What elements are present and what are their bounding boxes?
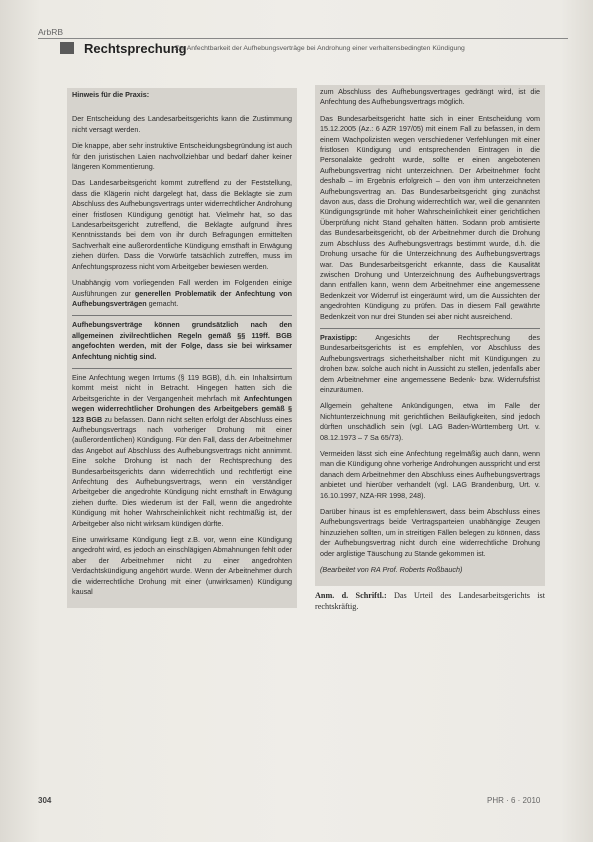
body-paragraph	[72, 373, 292, 529]
editor-note-label: Anm. d. Schriftl.:	[315, 591, 387, 601]
body-paragraph: Das Bundesarbeitsgericht hatte sich in einer Entscheidung vom 15.12.2005 (Az.: 6 AZR 197/05) mit einem Fall zu befassen, in dem einem Wachpolizisten wegen verschiedener Verfehlungen mit einer fristlosen Kündigung und entsprechenden Eintragen in die Personalakte gedroht wurde, sollte er einen angebotenen Aufhebungsvertrag nicht unterzeichnen. Der Arbeitnehmer focht deshalb – im Ergebnis erfolgreich – den von ihm unterzeichneten Aufhebungsvertrag an. Das Bundesarbeitsgericht ging zunächst davon aus, dass die Drohung widerrechtlich war, weil die genannten Kündigungsgründe mit hoher Wahrscheinlichkeit einer gerichtlichen Überprüfung nicht Stand gehalten hätten. Sodann prob amtisierte das Bundesarbeitsgericht, ob der Arbeitnehmer durch die Drohung zum Abschluss des Aufhebungsvertrags bestimmt wurde, d.h. die Drohung ursache für die Unterzeichnung des Aufhebungsvertrags war. Das Bundesarbeitsgericht erkannte, dass die Kausalität zwischen Drohung und Unterzeichnung des Aufhebungsvertrags dann entfallen kann, wenn dem Arbeitnehmer eine angemessene Bedenkzeit vor Widerruf ist eingeräumt wird, um die Aussichten der angedrohten Kündigung zu prüfen. Das in diesem Fall gewährte Bedenkzeit von nur drei Stunden sei aber nicht ausreichend.	[320, 113, 540, 321]
header-marker	[60, 42, 74, 54]
right-column	[315, 85, 545, 618]
issue-label: PHR · 6 · 2010	[487, 796, 541, 805]
text-span: Unabhängig vom vorliegenden Fall werden im Folgenden einige Ausführungen zur	[72, 278, 292, 298]
note-paragraph: Der Entscheidung des Landesarbeitsgerichts kann die Zustimmung nicht versagt werden.	[72, 114, 292, 134]
text-span: zu befassen. Dann nicht selten erfolgt der Abschluss eines Aufhebungsvertrags nach vorheriger Drohung mit einer (außerordentlichen) Kündigung. Für den Fall, dass der Arbeitnehmer das Angebot auf Abschluss des Aufhebungsvertrags nicht annimmt. Eine solche Drohung ist nach der Rechtsprechung des Bundesarbeitsgerichts dann widerrechtlich und rechtfertigt eine Anfechtung des Aufhebungsvertrags, wenn ein verständiger Arbeitgeber die angedrohte Kündigung nicht ernsthaft in Erwägung ziehen durfte. Dies wiederum ist der Fall, wenn die angedrohte Kündigung mit hoher Wahrscheinlichkeit nicht rechtmäßig ist, der Arbeitgeber also nicht wirksam kündigen dürfte.	[72, 414, 292, 528]
note-paragraph: Die knappe, aber sehr instruktive Entscheidungsbegründung ist auch für den juristischen Laien nachvollziehbar und bedarf daher keiner längeren Kommentierung.	[72, 141, 292, 172]
divider	[320, 328, 540, 329]
text-span: gemacht.	[146, 298, 179, 308]
note-paragraph	[72, 278, 292, 309]
left-column	[67, 88, 297, 608]
body-paragraph: Eine unwirksame Kündigung liegt z.B. vor, wenn eine Kündigung angedroht wird, es jedoch an einschlägigen Abmahnungen fehlt oder aber der Arbeitnehmer nicht zu einer angedrohten Verdachtskündigung angehört wurde. Wenn der Arbeitnehmer durch die widerrechtliche Drohung mit einer (unwirksamen) Kündigung kausal	[72, 535, 292, 597]
practice-note-box-continued	[315, 85, 545, 586]
body-paragraph: Darüber hinaus ist es empfehlenswert, dass beim Abschluss eines Aufhebungsvertrags beide Vertragsparteien unabhängige Zeugen hinzuziehen sollten, um in streitigen Fällen belegen zu können, dass der Aufhebungsvertrag nicht durch eine widerrechtliche Drohung oder arglistige Täuschung zu Stande gekommen ist.	[320, 507, 540, 558]
editor-note	[315, 590, 545, 612]
author-line: (Bearbeitet von RA Prof. Roberts Roßbauch)	[320, 565, 463, 575]
bold-paragraph: Aufhebungsverträge können grundsätzlich nach den allgemeinen zivilrechtlichen Regeln gemäß §§ 119ff. BGB angefochten werden, mit der Folge, dass sie bei wirksamer Anfechtung nichtig sind.	[72, 320, 292, 361]
tip-paragraph	[320, 333, 540, 395]
page-number: 304	[38, 796, 52, 805]
bold-span: Anfechtungen wegen widerrechtlicher Drohungen des Arbeitgebers gemäß § 123 BGB	[72, 393, 292, 424]
body-paragraph: Vermeiden lässt sich eine Anfechtung regelmäßig auch dann, wenn man die Kündigung ohne vorherige Androhungen ausspricht und erst danach dem Arbeitnehmer den Abschluss eines Aufhebungsvertrags anbietet und hierüber verhandelt (vgl. LAG Brandenburg, Urt. v. 16.10.1997, NZA-RR 1998, 248).	[320, 449, 540, 500]
section-label: ArbRB	[38, 27, 64, 37]
text-span: Das Urteil des Landesarbeitsgerichts ist rechtskräftig.	[315, 591, 545, 612]
divider	[72, 315, 292, 316]
page-title: Rechtsprechung	[84, 41, 187, 56]
text-span: Eine Anfechtung wegen Irrtums (§ 119 BGB), d.h. ein Inhaltsirrtum kommt meist nicht in Betracht. Hingegen hatten sich die Arbeitsgerichte in der Vergangenheit mehrfach mit	[72, 372, 292, 403]
divider	[72, 368, 292, 369]
bold-span: generellen Problematik der Anfechtung von Aufhebungsverträgen	[72, 288, 292, 308]
body-paragraph: zum Abschluss des Aufhebungsvertrages gedrängt wird, ist die Anfechtung des Aufhebungsvertrags möglich.	[320, 87, 540, 107]
text-span: Angesichts der Rechtsprechung des Bundesarbeitsgerichts ist es empfehlen, vor Abschluss des Aufhebungsvertrags sicherheitshalber nicht mit Kündigungen zu drohen bzw. solche auch nicht in Aussicht zu stellen, jedenfalls aber dem Arbeitnehmer eine angemessene Bedenk- bzw. Widerrufsfrist einzuräumen.	[320, 332, 540, 394]
body-paragraph: Allgemein gehaltene Ankündigungen, etwa im Falle der Nichtunterzeichnung mit gerichtlichen Beiläufigkeiten, sind jedoch dürften unschädlich sein (vgl. LAG Baden-Württemberg Urt. v. 08.12.1973 – 7 Sa 65/73).	[320, 401, 540, 442]
header-rule	[38, 38, 568, 39]
tip-label: Praxistipp:	[320, 332, 358, 342]
practice-note-box	[67, 88, 297, 608]
page-subtitle: Zur Anfechtbarkeit der Aufhebungsverträge bei Androhung einer verhaltensbedingten Kündigung	[175, 45, 465, 52]
note-heading: Hinweis für die Praxis:	[72, 90, 150, 99]
note-paragraph: Das Landesarbeitsgericht kommt zutreffend zu der Feststellung, dass die Klägerin nicht dargelegt hat, dass die Beklagte sie zum Abschluss des Aufhebungsvertrags unter widerrechtlicher Androhung einer fristlosen Kündigung genötigt hat. Vielmehr hat, so das Landesarbeitsgericht zutreffend, die Beklagte aufgrund ihres Kenntnisstands bei dem von ihr durch Befragungen ermittelten Sachverhalt eine außerordentliche Kündigung ernsthaft in Erwägung ziehen dürfen. Dass die Vorwürfe tatsächlich zutreffen, muss im Anfechtungsprozess nicht vom Arbeitgeber bewiesen werden.	[72, 178, 292, 271]
